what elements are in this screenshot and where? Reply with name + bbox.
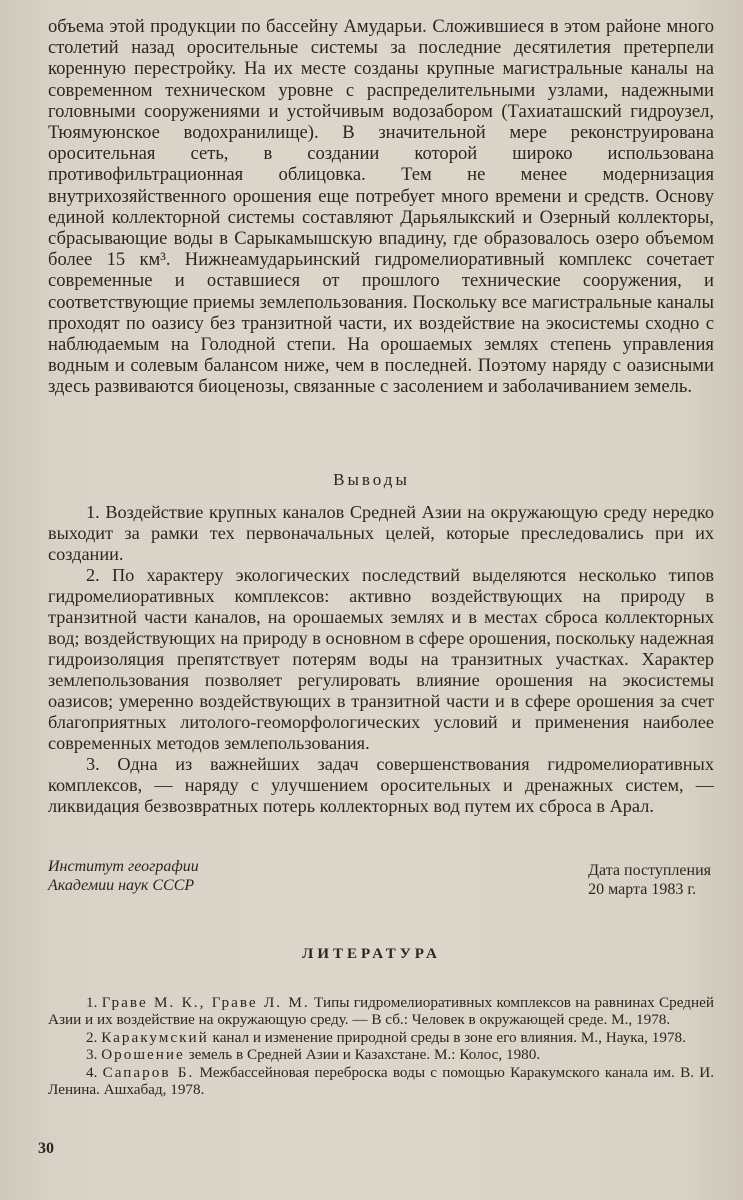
reference-item: [48, 1064, 714, 1099]
section-heading: Выводы: [333, 470, 410, 489]
literature-heading: ЛИТЕРАТУРА: [302, 946, 441, 962]
received-date: [588, 862, 711, 899]
reference-list: [48, 994, 714, 1098]
main-text: [48, 16, 714, 398]
reference-item: [48, 1029, 714, 1046]
received-value: 20 марта 1983 г.: [588, 880, 697, 898]
reference-text: земель в Средней Азии и Казахстане. М.: Колос, 1980.: [188, 1046, 541, 1064]
affiliation-line: Академии наук СССР: [48, 876, 195, 894]
reference-number: 3.: [86, 1046, 98, 1064]
reference-item: [48, 994, 714, 1029]
received-label: Дата поступления: [588, 862, 711, 879]
body-paragraph: объема этой продукции по бассейну Амударьи. Сложившиеся в этом районе много столетий назад оросительные системы за последние десятилетия претерпели коренную перестройку. На их месте созданы крупные магистральные каналы на современном техническом уровне с распределительными узлами, надежными головными сооружениями и устойчивым водозабором (Тахиаташский гидроузел, Тюямуюнское водохранилище). В значительной мере реконструирована оросительная сеть, в создании которой широко использована противофильтрационная облицовка. Тем не менее модернизация внутрихозяйственного орошения еще потребует много времени и средств. Основу единой коллекторной системы составляют Дарьялыкский и Озерный коллекторы, сбрасывающие воды в Сарыкамышскую впадину, где образовалось озеро объемом более 15 км³. Нижнеамударьинский гидромелиоративный комплекс сочетает современные и оставшиеся от прошлого технические сооружения, и соответствующие приемы землепользования. Поскольку все магистральные каналы проходят по оазису без транзитной части, их воздействие на экосистемы сходно с наблюдаемым на Голодной степи. На орошаемых землях степень управления водным и солевым балансом ниже, чем в последней. Поэтому наряду с оазисными здесь развиваются биоценозы, связанные с засолением и заболачиванием земель.: [48, 16, 714, 398]
reference-text: Типы гидромелиоративных комплексов на равнинах Средней Азии и их воздействие на окружающую среду. — В сб.: Человек в окружающей среде. М., 1978.: [48, 994, 715, 1029]
reference-author: Орошение: [101, 1046, 185, 1064]
page-number: 30: [38, 1140, 54, 1157]
conclusions-list: [48, 502, 714, 817]
reference-author: Сапаров Б.: [102, 1063, 195, 1081]
conclusion-item: 3. Одна из важнейших задач совершенствования гидромелиоративных комплексов, — наряду с улучшением оросительных и дренажных систем, — ликвидация безвозвратных потерь коллекторных вод путем их сброса в Арал.: [48, 754, 714, 816]
reference-author: Каракумский: [101, 1028, 209, 1046]
reference-item: [48, 1046, 714, 1063]
reference-text: Межбассейновая переброска воды с помощью Каракумского канала им. В. И. Ленина. Ашхабад, 1978.: [48, 1063, 714, 1099]
reference-text: канал и изменение природной среды в зоне его влияния. М., Наука, 1978.: [212, 1028, 686, 1046]
conclusion-item: 2. По характеру экологических последствий выделяются несколько типов гидромелиоративных комплексов: активно воздействующих на природу в транзитной части каналов, на орошаемых землях и в местах сброса коллекторных вод; воздействующих на природу в основном в сфере орошения, поскольку надежная гидроизоляция препятствует потерям воды на транзитных участках. Характер землепользования позволяет регулировать влияние орошения на экосистемы оазисов; умеренно воздействующих в транзитной части и в сфере орошения за счет благоприятных литолого-геоморфологических условий и применения наиболее современных методов землепользования.: [48, 565, 714, 753]
conclusion-item: 1. Воздействие крупных каналов Средней Азии на окружающую среду нередко выходит за рамки тех первоначальных целей, которые преследовались при их создании.: [48, 502, 714, 564]
reference-author: Граве М. К., Граве Л. М.: [101, 994, 310, 1011]
institution-affiliation: [48, 858, 199, 895]
reference-number: 2.: [86, 1028, 98, 1046]
reference-number: 1.: [86, 994, 98, 1011]
affiliation-line: Институт географии: [48, 858, 199, 875]
reference-number: 4.: [86, 1063, 98, 1081]
